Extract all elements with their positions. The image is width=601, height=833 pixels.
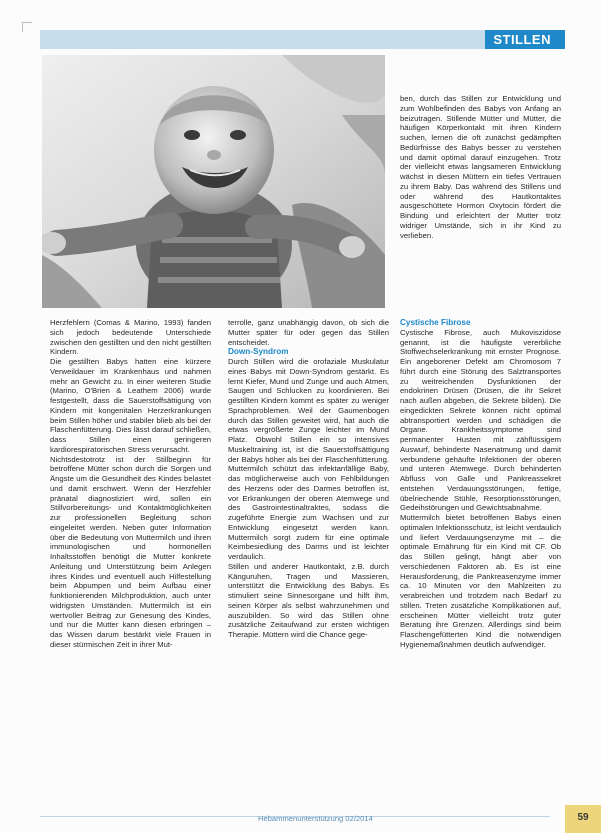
baby-photo — [42, 55, 385, 308]
text-column-1 — [50, 318, 211, 650]
heading-cystische-fibrose: Cystische Fibrose — [400, 318, 471, 327]
paragraph: Herzfehlern (Comas & Marino, 1993) fanden sich jedoch bedeutende Unterschiede zwischen den gestillten und den nicht gestillten Kindern. — [50, 318, 211, 357]
section-tab — [485, 30, 565, 49]
crop-mark-top-left — [22, 22, 32, 23]
text-column-4 — [400, 318, 561, 650]
section-title: STILLEN — [493, 32, 551, 47]
paragraph: Muttermilch bietet betroffenen Babys einen optimalen Infektionsschutz, ist leicht verdaulich und liefert Verdauungsenzyme mit – die optimale Ernährung für ein Kind mit CF. Ob das Stillen gelingt, hängt aber von verschiedenen Faktoren ab. Es ist eine Herausforderung, die Pankreasenzyme immer ca. 10 Minuten vor den Mahlzeiten zu verabreichen und trotzdem nach Bedarf zu stillen. Treten zusätzliche Komplikationen auf, erscheinen Mütter vielleicht trotz guter Beratung ihre Grenzen. Allerdings sind beim Flaschengefütterten Kind die notwendigen Hygienemaßnahmen deutlich aufwendiger. — [400, 513, 561, 649]
page-number-box — [565, 805, 601, 833]
paragraph: Durch Stillen wird die orofaziale Muskulatur eines Babys mit Down-Syndrom gestärkt. Es lernt Kiefer, Mund und Zunge und auch Atmen, Saugen und Schlucken zu koordinieren. Bei gestillten Kindern kommt es später zu weniger Sprachproblemen. Weil der Gaumenbogen durch das Stillen geweitet wird, hat auch die etwas vergrößerte Zunge leichter im Mund Platz. Obwohl Stillen ein so intensives Muskeltraining ist, ist die Sauerstoffsättigung der Babys höher als bei der Flaschenfütterung. Muttermilch schützt das infektanfällige Baby, das möglicherweise auch von Fehlbildungen des Herzens oder des Darmes betroffen ist, vor Erkrankungen der oberen Atemwege und des Gastrointestinaltraktes, sodass die zugeführte Energie zum Wachsen und zur Entwicklung eingesetzt werden kann. Muttermilch sorgt zudem für eine optimale Keimbesiedlung des Darms und ist leichter verdaulich. — [228, 357, 389, 561]
baby-photo-illustration — [42, 55, 385, 308]
text-column-3-top — [400, 94, 561, 240]
heading-down-syndrom: Down-Syndrom — [228, 347, 289, 357]
footer-publication: Hebammenunterstützung 02/2014 — [258, 814, 373, 823]
crop-mark-top-left-v — [22, 22, 23, 32]
section-header-bar — [40, 30, 565, 49]
paragraph: Nichtsdestotrotz ist der Stillbeginn für betroffene Mütter schon durch die Sorgen und Ängste um die Gesundheit des Kindes belastet und damit erschwert. Wenn der Herzfehler pränatal diagnostiziert wird, sollen ein Stillvorbereitungs- und Kontaktmöglichkeiten zur professionellen Begleitung schon eingeleitet werden. Neben guter Information über die Bedeutung von Muttermilch und ihren immunologischen und hormonellen Inhaltsstoffen benötigt die Mutter konkrete Anleitung und Unterstützung beim Anlegen ihres Kindes und eventuell auch Hilfestellung beim Abpumpen und beim Aufbau einer funktionierenden Milchproduktion, auch unter widrigsten Umständen. Muttermilch ist ein wertvoller Beitrag zur Genesung des Kindes, und nur die Mutter kann diesen erbringen – das Wissen darum bestärkt viele Frauen in dieser stürmischen Zeit in ihrer Mut- — [50, 454, 211, 649]
text-column-2 — [228, 318, 389, 640]
paragraph: Cystische Fibrose, auch Mukoviszidose genannt, ist die häufigste vererbliche Stoffwechselerkrankung mit ernster Prognose. Ein angeborener Defekt am Chromosom 7 führt durch eine Störung des Salztransportes zu weitreichenden Dysfunktionen der endokrinen Drüsen (Drüsen, die ihr Sekret nach außen abgeben, die Sekrete bilden). Die eingedickten Sekrete können nicht optimal abtransportiert werden und schädigen die Organe. Krankheitssymptome sind permanenter Husten mit zähflüssigem Auswurf, behinderte Nasenatmung und damit verbundene gehäufte Infektionen der oberen und unteren Atemwege. Durch behinderten Abfluss von Galle und Pankreassekret entstehen Verdauungsstörungen, fettige, übelriechende Stühle, Resorptionsstörungen, Gedeihstörungen und Gewichtsabnahme. — [400, 327, 561, 513]
paragraph: Stillen und anderer Hautkontakt, z.B. durch Känguruhen, Tragen und Massieren, unterstützt die Entwicklung des Babys. Es stimuliert seine Sinnesorgane und hilft ihm, seinen Körper als selbst wahrzunehmen und auszubilden. So wird das Stillen ohne zusätzliche Zeitaufwand zur ersten wichtigen Therapie. Müttern wird die Chance gege- — [228, 561, 389, 639]
paragraph: ben, durch das Stillen zur Entwicklung und zum Wohlbefinden des Babys von Anfang an beizutragen. Stillende Mütter und Mütter, die häufigen Körperkontakt mit ihren Kindern suchen, lernen die oft zunächst gedämpften Bedürfnisse des Babys besser zu verstehen und damit optimal darauf einzugehen. Trotz der vielleicht etwas langsameren Entwicklung wächst in diesen Müttern ein tiefes Vertrauen zu ihrem Baby. Das während des Stillens und oder während des Hautkontaktes ausgeschüttete Hormon Oxytocin fördert die Bindung und erleichtert der Mutter trotz widriger Umstände, sich in ihr Kind zu verlieben. — [400, 94, 561, 240]
page-number: 59 — [577, 812, 589, 823]
paragraph: Die gestillten Babys hatten eine kürzere Verweildauer im Krankenhaus und nahmen mehr an Gewicht zu. In einer weiteren Studie (Marino, O'Brien & Leathem 2006) wurde festgestellt, dass die Sauerstoffsättigung von Kindern mit kongenitalen Herzerkrankungen beim Stillen höher und stabiler blieb als bei der Flaschenfütterung. Dies lässt darauf schließen, dass Stillen einen geringeren kardiorespiratorischen Stress verursacht. — [50, 357, 211, 454]
paragraph: terrolle, ganz unabhängig davon, ob sich die Mutter später für oder gegen das Stillen entscheidet. — [228, 318, 389, 347]
